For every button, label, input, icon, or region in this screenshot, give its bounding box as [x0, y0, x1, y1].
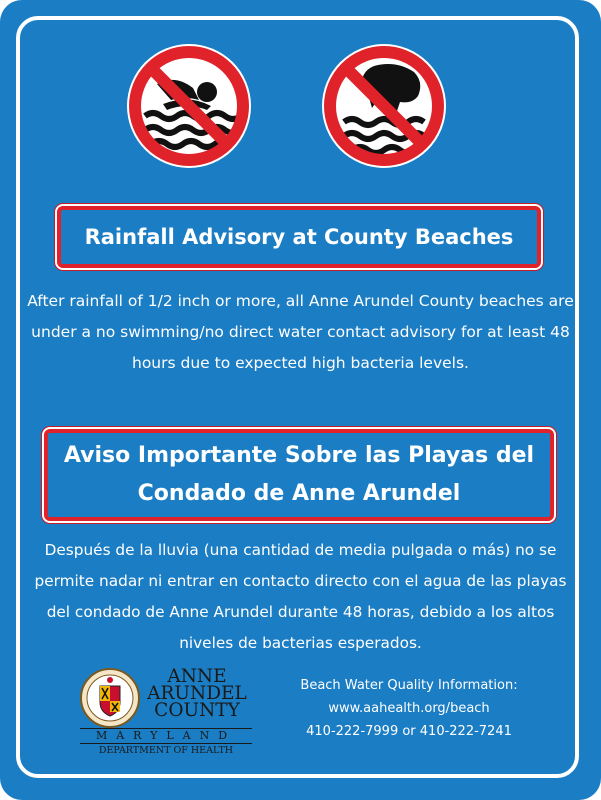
english-heading — [57, 206, 541, 268]
spanish-heading-text: Aviso Importante Sobre las Playas del Condado de Anne Arundel — [63, 443, 535, 506]
department-of-health-logo — [80, 664, 252, 764]
contact-url[interactable]: www.aahealth.org/beach — [328, 701, 490, 716]
english-heading-text: Rainfall Advisory at County Beaches — [84, 225, 514, 249]
logo-line-2: ARUNDEL — [147, 683, 247, 704]
logo-line-3: COUNTY — [154, 700, 240, 721]
no-water-contact-icon — [322, 44, 446, 168]
county-seal-icon — [80, 668, 140, 728]
spanish-heading — [44, 429, 554, 521]
spanish-advisory-text: Después de la lluvia (una cantidad de media pulgada o más) no se permite nadar ni entrar en contacto directo con el agua de las playas del condado de Anne Arundel durante 48 horas, debido a los altos niveles de bacterias esperados. — [34, 541, 567, 652]
logo-state: MARYLAND — [95, 729, 237, 742]
no-swimming-icon — [127, 44, 251, 168]
logo-department: DEPARTMENT OF HEALTH — [98, 745, 234, 756]
logo-divider-bottom — [80, 743, 252, 744]
english-advisory-text: After rainfall of 1/2 inch or more, all Anne Arundel County beaches are under a no swimming/no direct water contact advisory for at least 48 hours due to expected high bacteria levels. — [27, 292, 574, 372]
contact-info — [278, 674, 540, 743]
contact-label: Beach Water Quality Information: — [300, 678, 518, 693]
logo-line-1: ANNE — [167, 666, 227, 687]
contact-phones: 410-222-7999 or 410-222-7241 — [306, 724, 512, 739]
logo-county-name — [138, 668, 256, 719]
